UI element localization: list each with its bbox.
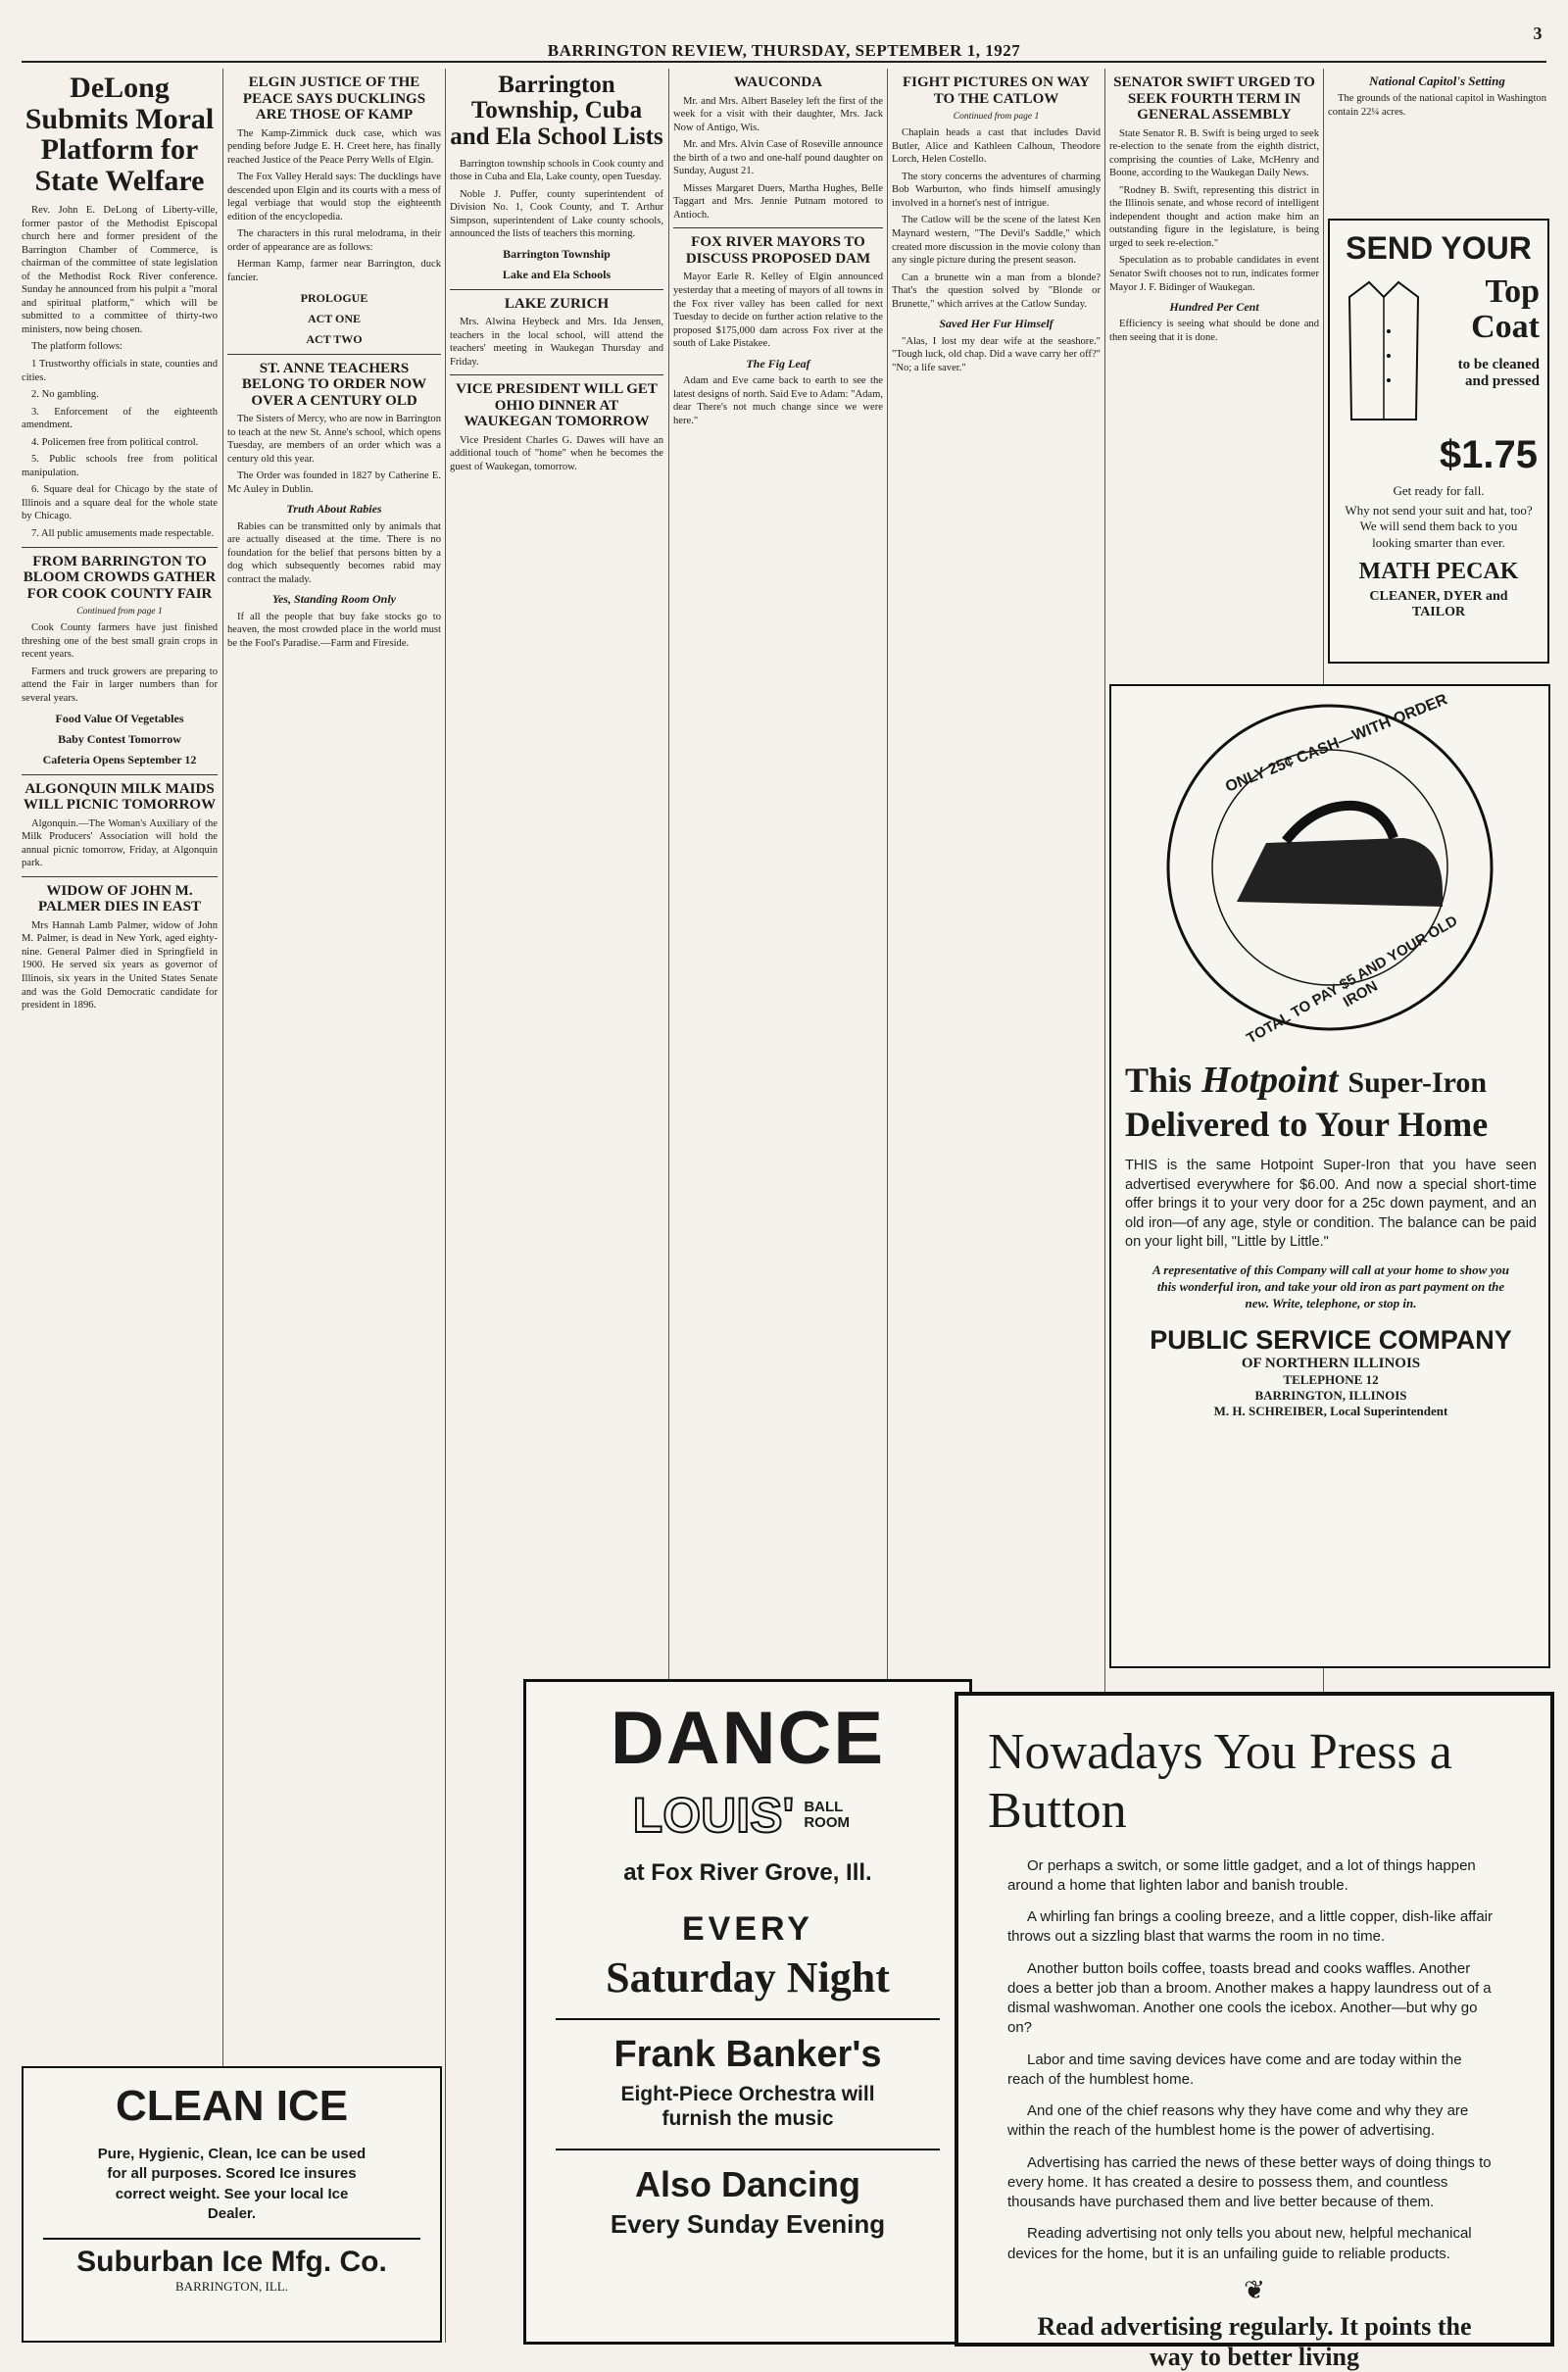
hotpoint-company2: OF NORTHERN ILLINOIS	[1241, 1356, 1421, 1372]
column-6	[1109, 69, 1319, 725]
column-5	[892, 69, 1101, 1892]
article-paragraph: 3. Enforcement of the eighteenth amendment.	[22, 406, 218, 431]
article-paragraph: The Order was founded in 1827 by Catherine E. Mc Auley in Dublin.	[227, 470, 441, 495]
fair-headline: FROM BARRINGTON TO BLOOM CROWDS GATHER FOR COOK COUNTY FAIR	[23, 553, 217, 602]
column-7	[1328, 69, 1546, 216]
hotpoint-brand: Hotpoint	[1201, 1060, 1339, 1101]
continued-note: Continued from page 1	[953, 112, 1040, 122]
article-paragraph: Noble J. Puffer, county superintendent of Division No. 1, Cook County, and T. Arthur Simpson, superintendent of Lake county schools, announced the lists of teachers this morning.	[450, 188, 663, 240]
coat-illustration	[1340, 272, 1428, 429]
ad-cleaned-pressed: to be cleaned and pressed	[1457, 357, 1540, 389]
dance-venue: LOUIS'	[632, 1788, 795, 1843]
article-paragraph: The grounds of the national capitol in Washington contain 22¼ acres.	[1328, 93, 1546, 118]
subhead: Lake and Ela Schools	[502, 268, 612, 282]
hotpoint-note: A representative of this Company will call at your home to show you this wonderful iron, and take your old iron as part payment on the new. Write, telephone, or stop in.	[1152, 1261, 1510, 1310]
column-1	[22, 69, 218, 2343]
dance-venue-sub: BALL ROOM	[804, 1798, 851, 1831]
clean-ice-ad	[22, 2066, 442, 2343]
press-button-ad	[955, 1692, 1554, 2372]
clean-ice-text: Pure, Hygienic, Clean, Ice can be used for all purposes. Scored Ice insures correct weight. See your local Ice Dealer.	[97, 2146, 367, 2222]
page-number: 3	[1533, 24, 1543, 43]
palmer-headline: WIDOW OF JOHN M. PALMER DIES IN EAST	[37, 882, 201, 915]
subhead: Saved Her Fur Himself	[939, 317, 1054, 331]
article-paragraph: 2. No gambling.	[31, 389, 99, 401]
article-paragraph: Herman Kamp, farmer near Barrington, duck fancier.	[227, 259, 441, 283]
dance-title: DANCE	[610, 1697, 886, 1780]
divider	[22, 547, 218, 548]
article-paragraph: Cook County farmers have just finished threshing one of the best small grain crops in recent years.	[22, 622, 218, 661]
article-paragraph: 6. Square deal for Chicago by the state of Illinois and a square deal for the whole state by Chicago.	[22, 484, 218, 522]
article-paragraph: Mrs. Alwina Heybeck and Mrs. Ida Jensen, teachers in the local school, will attend the teachers' meeting in Waukegan Thursday and Friday.	[450, 317, 663, 368]
divider	[450, 289, 663, 290]
article-paragraph: Mayor Earle R. Kelley of Elgin announced yesterday that a meeting of mayors of all towns in the Fox river valley has been called for next Tuesday to decide on further action relative to the proposed $175,000 dam across Fox river at the south of Lake Pistakee.	[673, 272, 883, 350]
column-3	[450, 69, 663, 1676]
badge-top-text: ONLY 25¢ CASH—WITH ORDER	[1223, 691, 1450, 796]
article-paragraph: Mr. and Mrs. Albert Baseley left the first of the week for a visit with their daughter, Mrs. Jack Now of Antigo, Wis.	[673, 95, 883, 133]
divider	[22, 876, 218, 877]
article-paragraph: Algonquin.—The Woman's Auxiliary of the Milk Producers' Association will hold the annual picnic tomorrow, Friday, at Algonquin park.	[22, 817, 218, 869]
article-paragraph: Speculation as to probable candidates in event Senator Swift chooses not to run, indicates former Mayor J. F. Bidinger of Waukegan.	[1109, 255, 1319, 293]
article-paragraph: "Rodney B. Swift, representing this district in the Illinois senate, and whose record of intelligent independent thought and action make him an outstanding figure in the legislature, is being urged to seek re-election."	[1109, 184, 1319, 249]
vice-president-headline: VICE PRESIDENT WILL GET OHIO DINNER AT WAUKEGAN TOMORROW	[456, 381, 658, 430]
article-paragraph: Can a brunette win a man from a blonde? That's the question solved by "Blonde or Brunette," which arrives at the Catlow Sunday.	[892, 272, 1101, 310]
article-paragraph: The Catlow will be the scene of the latest Ken Maynard western, "The Devil's Saddle," which created more discussion in the movie colony than any single picture during the present season.	[892, 215, 1101, 267]
press-button-paragraph: Or perhaps a switch, or some little gadget, and a lot of things happen around a home that lighten labor and banish trouble.	[1007, 1856, 1476, 1894]
column-rule	[222, 69, 223, 2343]
math-pecak-ad	[1328, 219, 1549, 664]
article-paragraph: The characters in this rural melodrama, in their order of appearance are as follows:	[227, 228, 441, 253]
article-paragraph: 1 Trustworthy officials in state, counties and cities.	[22, 359, 218, 383]
dance-place: at Fox River Grove, Ill.	[623, 1859, 872, 1886]
divider	[22, 774, 218, 775]
subhead: Baby Contest Tomorrow	[58, 731, 181, 746]
fox-river-headline: FOX RIVER MAYORS TO DISCUSS PROPOSED DAM	[685, 234, 871, 267]
article-paragraph: Adam and Eve came back to earth to see the latest designs of north. Said Eve to Adam: "Adam, dear There's not much change since we were here."	[673, 375, 883, 426]
ad-math-pecak: MATH PECAK	[1358, 558, 1519, 584]
hotpoint-city: BARRINGTON, ILLINOIS	[1254, 1388, 1407, 1404]
act-two-label: ACT TWO	[306, 332, 363, 347]
dance-also: Also Dancing	[634, 2164, 861, 2205]
badge-bottom-text: TOTAL TO PAY $5 AND YOUR OLD IRON	[1244, 912, 1461, 1048]
continued-note: Continued from page 1	[76, 607, 163, 618]
article-paragraph: Mr. and Mrs. Alvin Case of Roseville announce the birth of a two and one-half pound daughter on Sunday, August 21.	[673, 139, 883, 177]
press-button-paragraph: And one of the chief reasons why they have come and why they are within the reach of the humblest home is the power of advertising.	[1007, 2102, 1469, 2140]
article-paragraph: The Sisters of Mercy, who are now in Barrington to teach at the new St. Anne's school, which opens Tuesday, are members of an order which was a century old this year.	[227, 414, 441, 465]
delong-headline: DeLong Submits Moral Platform for State Welfare	[24, 72, 215, 197]
divider	[227, 354, 441, 355]
school-lists-headline: Barrington Township, Cuba and Ela School Lists	[450, 72, 663, 150]
wauconda-headline: WAUCONDA	[734, 74, 822, 90]
article-paragraph: 4. Policemen free from political control.	[31, 436, 199, 448]
press-button-paragraph: Labor and time saving devices have come and are today within the reach of the humblest home.	[1007, 2051, 1462, 2088]
clean-ice-company: Suburban Ice Mfg. Co.	[76, 2246, 387, 2278]
article-paragraph: The story concerns the adventures of charming Bob Warburton, who finds himself amusingly involved in a hornet's nest of intrigue.	[892, 171, 1101, 209]
hotpoint-company: PUBLIC SERVICE COMPANY	[1150, 1325, 1512, 1356]
ad-why-not: Why not send your suit and hat, too? We will send them back to you looking smarter than ever.	[1345, 503, 1533, 550]
st-anne-headline: ST. ANNE TEACHERS BELONG TO ORDER NOW OVER A CENTURY OLD	[241, 360, 427, 409]
article-paragraph: If all the people that buy fake stocks go to heaven, the most crowded place in the world must be the Fool's Paradise.—Farm and Fireside.	[227, 611, 441, 649]
article-paragraph: The platform follows:	[31, 341, 122, 353]
subhead: Yes, Standing Room Only	[271, 592, 397, 607]
clean-ice-city: BARRINGTON, ILL.	[175, 2279, 288, 2294]
newspaper-page	[22, 18, 1546, 2372]
dance-every: EVERY	[681, 1910, 813, 1948]
article-paragraph: Farmers and truck growers are preparing to attend the Fair in larger numbers than for several years.	[22, 666, 218, 704]
hotpoint-this: This	[1125, 1061, 1193, 1100]
dance-band-sub: Eight-Piece Orchestra will furnish the music	[620, 2083, 875, 2131]
article-paragraph: Mrs Hannah Lamb Palmer, widow of John M. Palmer, is dead in New York, aged eighty-nine. General Palmer died in Springfield in 1900. He served six years as governor of Illinois, six years in the United States Senate and was the Gold Democratic candidate for president in 1896.	[22, 919, 218, 1012]
press-button-footer: Read advertising regularly. It points the way to better living	[1037, 2311, 1472, 2372]
ad-get-ready: Get ready for fall.	[1393, 483, 1485, 498]
ornament-icon: ❦	[1244, 2275, 1265, 2304]
dance-sunday: Every Sunday Evening	[610, 2209, 886, 2240]
clean-ice-title: CLEAN ICE	[115, 2082, 349, 2130]
column-rule	[445, 69, 446, 2343]
ad-top-coat: Top Coat	[1471, 273, 1540, 345]
column-4	[673, 69, 883, 1676]
article-paragraph: The Fox Valley Herald says: The ducklings have descended upon Elgin and its courts with a mess of legal verbiage that would stop the eighteenth edition of the encyclopedia.	[227, 172, 441, 222]
article-paragraph: Chaplain heads a cast that includes David Butler, Alice and Kathleen Calhoun, Theodore Lorch, Helen Costello.	[892, 127, 1101, 166]
article-paragraph: Rabies can be transmitted only by animals that are actually diseased at the time. There is no foundation for the belief that persons bitten by a dog which subsequently becomes rabid may contract the malady.	[227, 520, 441, 585]
hotpoint-text: THIS is the same Hotpoint Super-Iron that you have seen advertised everywhere for $6.00. And now a special short-time offer brings it to your very door for a 25c down payment, and an old iron—of any age, style or condition. The balance can be paid on your light bill, "Little by Little."	[1125, 1158, 1537, 1251]
act-one-label: ACT ONE	[307, 311, 362, 325]
masthead-title: BARRINGTON REVIEW, THURSDAY, SEPTEMBER 1, 1927	[547, 41, 1021, 60]
hotpoint-ad	[1109, 684, 1550, 1668]
dance-night: Saturday Night	[606, 1953, 890, 2001]
hotpoint-super-iron: Super-Iron	[1348, 1066, 1488, 1099]
fight-pictures-headline: FIGHT PICTURES ON WAY TO THE CATLOW	[902, 74, 1091, 107]
article-paragraph: 5. Public schools free from political manipulation.	[22, 454, 218, 478]
ad-price: $1.75	[1439, 433, 1538, 476]
press-button-paragraph: Advertising has carried the news of these better ways of doing things to every home. It has created a desire to possess them, and countless thousands have purchased them and live better because of them.	[1007, 2153, 1492, 2211]
prologue-label: PROLOGUE	[300, 290, 368, 305]
article-paragraph: Vice President Charles G. Dawes will have an additional touch of "home" when he becomes the guest of Waukegan, tomorrow.	[450, 434, 663, 473]
column-2	[227, 69, 441, 2039]
elgin-headline: ELGIN JUSTICE OF THE PEACE SAYS DUCKLINGS ARE THOSE OF KAMP	[242, 74, 426, 123]
press-button-paragraph: A whirling fan brings a cooling breeze, and a little copper, dish-like affair throws out a sizzling blast that warms the room in no time.	[1007, 1908, 1493, 1946]
subhead: Cafeteria Opens September 12	[42, 753, 197, 767]
subhead: Truth About Rabies	[286, 502, 382, 517]
article-paragraph: 7. All public amusements made respectable.	[31, 528, 215, 540]
subhead: Food Value Of Vegetables	[55, 711, 184, 725]
hotpoint-manager: M. H. SCHREIBER, Local Superintendent	[1213, 1404, 1448, 1419]
masthead	[22, 18, 1546, 63]
hotpoint-delivered: Delivered to Your Home	[1125, 1105, 1489, 1144]
senator-swift-headline: SENATOR SWIFT URGED TO SEEK FOURTH TERM IN GENERAL ASSEMBLY	[1113, 74, 1315, 123]
article-paragraph: The Kamp-Zimmick duck case, which was pending before Judge E. H. Creet here, has finally reached Justice of the Peace Perry Wells of Elgin.	[227, 127, 441, 166]
milk-maids-headline: ALGONQUIN MILK MAIDS WILL PICNIC TOMORROW	[23, 780, 217, 814]
press-button-title: Nowadays You Press a Button	[988, 1724, 1452, 1839]
article-paragraph: Efficiency is seeing what should be done and then seeing that it is done.	[1109, 319, 1319, 343]
hotpoint-phone: TELEPHONE 12	[1283, 1372, 1379, 1388]
article-paragraph: Misses Margaret Duers, Martha Hughes, Belle Taggart and Mrs. Jennie Putnam motored to Antioch.	[673, 182, 883, 221]
article-paragraph: "Alas, I lost my dear wife at the seashore." "Tough luck, old chap. Did a wave carry her off?" "No; a life saver."	[892, 335, 1101, 373]
ad-cleaner: CLEANER, DYER and TAILOR	[1369, 588, 1508, 619]
divider	[673, 227, 883, 228]
subhead: The Fig Leaf	[746, 356, 810, 371]
capitol-headline: National Capitol's Setting	[1369, 74, 1505, 88]
lake-zurich-headline: LAKE ZURICH	[504, 295, 610, 312]
article-paragraph: Barrington township schools in Cook county and those in Cuba and Ela, Lake county, open Tuesday.	[450, 158, 663, 183]
divider	[450, 374, 663, 375]
press-button-paragraph: Another button boils coffee, toasts bread and cooks waffles. Another does a better job than a broom. Another makes a happy laundress out of a dismal washwoman. Another one cools the icebox. Another—but why go on?	[1007, 1959, 1492, 2037]
article-paragraph: Rev. John E. DeLong of Liberty-ville, former pastor of the Methodist Episcopal church here and former president of the Barrington Chamber of Commerce, is chairman of the committee of state legislation of the Methodist Rock River conference. Sunday he announced from his pulpit a "moral and spiritual platform," which will be submitted to a committee of thirty-two ministers, now being chosen.	[22, 205, 218, 335]
subhead: Hundred Per Cent	[1169, 300, 1259, 315]
press-button-paragraph: Reading advertising not only tells you about new, helpful mechanical devices for the home, but it is an unfailing guide to reliable products.	[1007, 2225, 1472, 2262]
dance-band: Frank Banker's	[613, 2034, 882, 2075]
article-paragraph: State Senator R. B. Swift is being urged to seek re-election to the senate from the eighth district, comprising the counties of Lake, McHenry and Boone, according to the Waukegan Daily News.	[1109, 127, 1319, 179]
ad-send-your: SEND YOUR	[1346, 230, 1532, 266]
subhead: Barrington Township	[503, 247, 611, 262]
